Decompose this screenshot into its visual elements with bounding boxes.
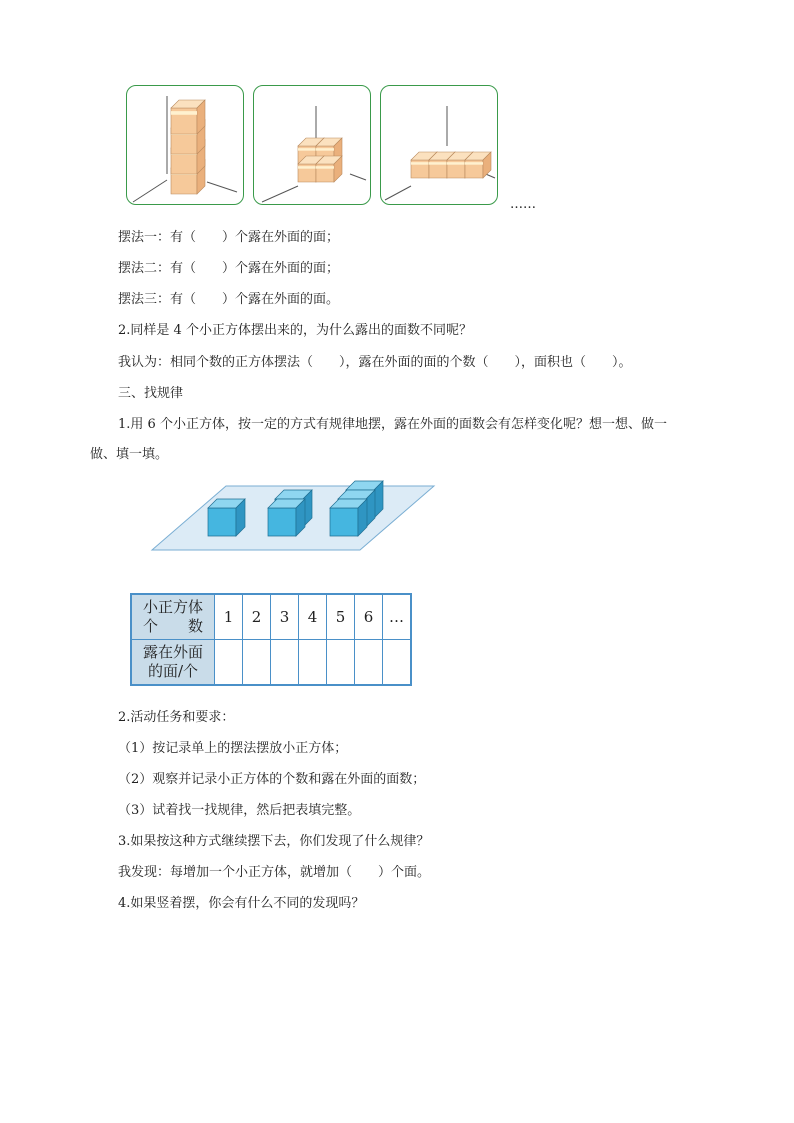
exposed-faces-header-line-1: 露在外面: [142, 643, 203, 661]
count-cell: …: [383, 594, 412, 640]
vertical-stack-illustration: [127, 86, 243, 204]
question-3-answer: 我发现：每增加一个小正方体，就增加（ ）个面。: [118, 865, 431, 880]
answer-cell[interactable]: [243, 640, 271, 686]
arrangement-3-figure: [380, 85, 498, 205]
activity-item-3: （3）试着找一找规律，然后把表填完整。: [118, 803, 361, 818]
flat-block-illustration: [381, 86, 497, 204]
question-3: 3.如果按这种方式继续摆下去，你们发现了什么规律？: [118, 834, 430, 849]
blue-cubes-illustration: [150, 480, 440, 552]
question-4: 4.如果竖着摆，你会有什么不同的发现吗？: [118, 896, 365, 911]
record-table: [130, 593, 412, 686]
exposed-faces-header-line-2: 的面/个: [147, 662, 199, 680]
count-cell: 2: [243, 594, 271, 640]
answer-cell[interactable]: [355, 640, 383, 686]
cube-count-header-line-1: 小正方体: [142, 598, 203, 616]
exposed-faces-header: [131, 640, 215, 686]
orange-cube: [316, 156, 342, 182]
cube-count-header: [131, 594, 215, 640]
question-2-answer: 我认为：相同个数的正方体摆法（ ），露在外面的面的个数（ ），面积也（ ）。: [118, 355, 632, 370]
blue-cube: [268, 499, 305, 536]
section-3-question-1-line-1: 1.用 6 个小正方体，按一定的方式有规律地摆，露在外面的面数会有怎样变化呢？想一想、做一: [118, 417, 667, 432]
square-block-illustration: [254, 86, 370, 204]
activity-item-2: （2）观察并记录小正方体的个数和露在外面的面数；: [118, 772, 426, 787]
count-cell: 1: [215, 594, 243, 640]
table-row: [131, 640, 411, 686]
arrangement-1-answer: 摆法一：有（ ）个露在外面的面；: [118, 230, 340, 245]
count-cell: 5: [327, 594, 355, 640]
count-cell: 3: [271, 594, 299, 640]
arrangement-1-figure: [126, 85, 244, 205]
cube-count-header-line-2: 个 数: [142, 617, 203, 635]
answer-cell[interactable]: [299, 640, 327, 686]
count-cell: 4: [299, 594, 327, 640]
answer-cell[interactable]: [327, 640, 355, 686]
arrangement-2-figure: [253, 85, 371, 205]
orange-cube: [465, 152, 491, 178]
arrangement-3-answer: 摆法三：有（ ）个露在外面的面。: [118, 292, 340, 307]
section-3-title: 三、找规律: [118, 386, 184, 401]
orange-cube: [171, 100, 205, 134]
question-2: 2.同样是 4 个小正方体摆出来的，为什么露出的面数不同呢？: [118, 323, 472, 338]
figures-ellipsis: ……: [510, 197, 536, 212]
activity-item-1: （1）按记录单上的摆法摆放小正方体；: [118, 741, 348, 756]
answer-cell[interactable]: [383, 640, 412, 686]
answer-cell[interactable]: [271, 640, 299, 686]
arrangement-2-answer: 摆法二：有（ ）个露在外面的面；: [118, 261, 340, 276]
section-3-question-1-line-2: 做、填一填。: [90, 447, 169, 462]
answer-cell[interactable]: [215, 640, 243, 686]
table-row: [131, 594, 411, 640]
count-cell: 6: [355, 594, 383, 640]
blue-cube: [330, 499, 367, 536]
activity-title: 2.活动任务和要求：: [118, 710, 235, 725]
blue-cube: [208, 499, 245, 536]
